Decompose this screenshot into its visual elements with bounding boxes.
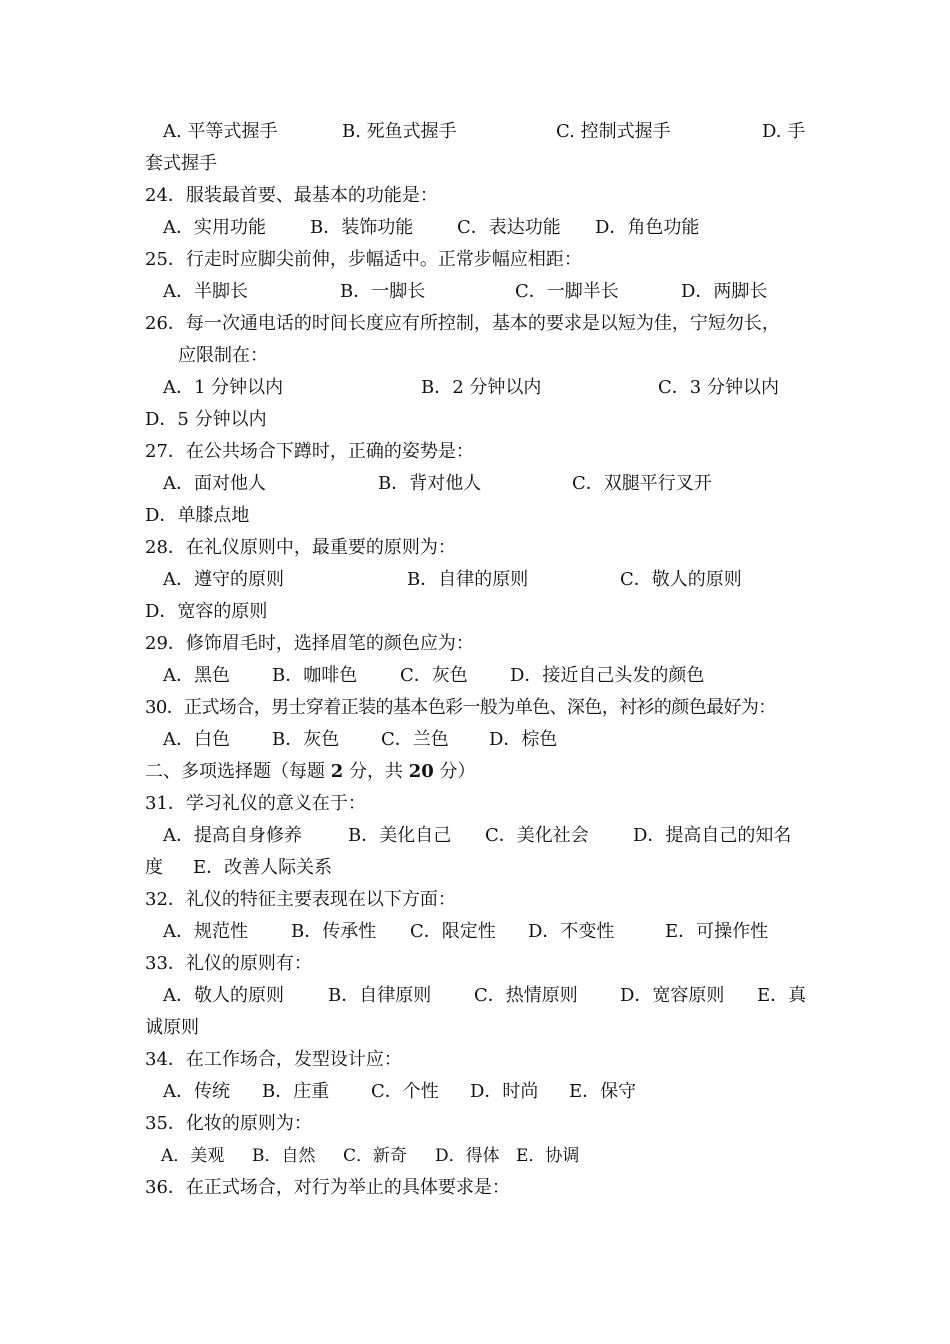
- question-text: 30．正式场合，男士穿着正装的基本色彩一般为单色、深色，衬衫的颜色最好为：: [145, 697, 776, 718]
- option-line: [145, 117, 815, 147]
- option-e: E．协调: [516, 1146, 580, 1166]
- option-line: [145, 725, 815, 755]
- option-d: D．宽容原则: [620, 985, 725, 1006]
- option-line: [145, 469, 815, 499]
- option-c: C．热情原则: [474, 985, 578, 1006]
- option-b: B．背对他人: [378, 473, 482, 494]
- question-text: 27．在公共场合下蹲时，正确的姿势是：: [145, 441, 474, 462]
- option-line: [145, 1141, 815, 1171]
- option-d: D．接近自己头发的颜色: [510, 665, 705, 686]
- option-line: [145, 981, 815, 1011]
- option-line: [145, 213, 815, 243]
- question-text: 26．每一次通电话的时间长度应有所控制，基本的要求是以短为佳，宁短勿长，: [145, 313, 780, 334]
- option-a: A．提高自身修养: [163, 825, 302, 846]
- question-text: 28．在礼仪原则中，最重要的原则为：: [145, 537, 456, 558]
- question-text: 32．礼仪的特征主要表现在以下方面：: [145, 889, 456, 910]
- option-b: B. 死鱼式握手: [342, 121, 457, 142]
- option-d: D．不变性: [528, 921, 615, 942]
- option-d: D．时尚: [470, 1081, 539, 1102]
- option-d: D．提高自己的知名: [633, 825, 792, 846]
- question-text: 36．在正式场合，对行为举止的具体要求是：: [145, 1177, 510, 1198]
- question-text: 25．行走时应脚尖前伸，步幅适中。正常步幅应相距：: [145, 249, 582, 270]
- question-30: [145, 693, 815, 723]
- question-25: [145, 245, 815, 275]
- option-b: B．庄重: [262, 1081, 330, 1102]
- question-text: 34．在工作场合，发型设计应：: [145, 1049, 402, 1070]
- option-c: C．个性: [371, 1081, 439, 1102]
- question-32: [145, 885, 815, 915]
- option-line: [145, 661, 815, 691]
- option-d: D. 手: [762, 121, 806, 142]
- option-b: B．传承性: [291, 921, 377, 942]
- option-d: D．角色功能: [595, 217, 700, 238]
- option-d: D．宽容的原则: [145, 601, 268, 622]
- question-33: [145, 949, 815, 979]
- points-per-question: 2: [330, 761, 344, 782]
- continuation-line: [145, 149, 815, 179]
- question-35: [145, 1109, 815, 1139]
- continuation-line: [145, 341, 815, 371]
- question-27: [145, 437, 815, 467]
- continuation-text: 应限制在：: [178, 345, 268, 366]
- question-text: 29．修饰眉毛时，选择眉笔的颜色应为：: [145, 633, 474, 654]
- option-b: B．自律原则: [328, 985, 432, 1006]
- option-a: A．面对他人: [163, 473, 266, 494]
- question-36: [145, 1173, 815, 1203]
- option-c: C. 控制式握手: [556, 121, 671, 142]
- option-line: [145, 565, 815, 595]
- option-a: A．遵守的原则: [163, 569, 284, 590]
- option-c: C．一脚半长: [515, 281, 619, 302]
- option-line: [145, 501, 815, 531]
- option-line: [145, 1077, 815, 1107]
- option-b: B．咖啡色: [272, 665, 358, 686]
- option-c: C．双腿平行叉开: [572, 473, 712, 494]
- option-c: C．敬人的原则: [620, 569, 742, 590]
- option-b: B．灰色: [272, 729, 340, 750]
- option-e: E．保守: [569, 1081, 637, 1102]
- option-a: A．半脚长: [163, 281, 248, 302]
- option-b: B．2 分钟以内: [421, 377, 542, 398]
- option-b: B．装饰功能: [310, 217, 414, 238]
- option-d: D．5 分钟以内: [145, 409, 267, 430]
- option-line: [145, 373, 815, 403]
- option-a: A．白色: [163, 729, 230, 750]
- question-text: 35．化妆的原则为：: [145, 1113, 312, 1134]
- question-24: [145, 181, 815, 211]
- option-a: A. 平等式握手: [163, 121, 278, 142]
- option-c: C．兰色: [381, 729, 449, 750]
- question-31: [145, 789, 815, 819]
- option-c: C．美化社会: [485, 825, 589, 846]
- question-text: 33．礼仪的原则有：: [145, 953, 312, 974]
- total-points: 20: [408, 761, 434, 782]
- option-b: B．一脚长: [340, 281, 426, 302]
- option-d: D．得体: [435, 1146, 500, 1166]
- question-28: [145, 533, 815, 563]
- continuation-text: 诚原则: [145, 1017, 199, 1038]
- question-29: [145, 629, 815, 659]
- question-26: [145, 309, 815, 339]
- option-line: [145, 405, 815, 435]
- question-34: [145, 1045, 815, 1075]
- option-c: C．新奇: [343, 1146, 408, 1166]
- option-b: B．自律的原则: [407, 569, 529, 590]
- option-b: B．美化自己: [348, 825, 452, 846]
- option-a: A．实用功能: [163, 217, 266, 238]
- continuation-text: 套式握手: [145, 153, 217, 174]
- option-c: C．3 分钟以内: [658, 377, 779, 398]
- option-c: C．灰色: [400, 665, 468, 686]
- option-line: [145, 277, 815, 307]
- option-d: D．单膝点地: [145, 505, 250, 526]
- option-a: A．传统: [163, 1081, 230, 1102]
- question-text: 31．学习礼仪的意义在于：: [145, 793, 366, 814]
- option-b: B．自然: [252, 1146, 316, 1166]
- option-a: A．美观: [161, 1146, 225, 1166]
- option-e: E．真: [757, 985, 807, 1006]
- continuation-line: [145, 1013, 815, 1043]
- option-e: E．可操作性: [665, 921, 769, 942]
- question-text: 24．服装最首要、最基本的功能是：: [145, 185, 438, 206]
- option-c: C．限定性: [410, 921, 496, 942]
- option-c: C．表达功能: [457, 217, 561, 238]
- option-d: D．棕色: [489, 729, 558, 750]
- option-line: [145, 917, 815, 947]
- option-line: [145, 853, 815, 883]
- option-e: E．改善人际关系: [193, 857, 333, 878]
- option-a: A．规范性: [163, 921, 248, 942]
- option-a: A．1 分钟以内: [163, 377, 284, 398]
- option-line: [145, 597, 815, 627]
- option-line: [145, 821, 815, 851]
- section-heading-text: 二、多项选择题（每题 2 分，共 20 分）: [145, 761, 476, 782]
- continuation-text: 度: [145, 857, 163, 878]
- option-a: A．敬人的原则: [163, 985, 284, 1006]
- option-d: D．两脚长: [681, 281, 768, 302]
- section-heading: [145, 757, 815, 787]
- option-a: A．黑色: [163, 665, 230, 686]
